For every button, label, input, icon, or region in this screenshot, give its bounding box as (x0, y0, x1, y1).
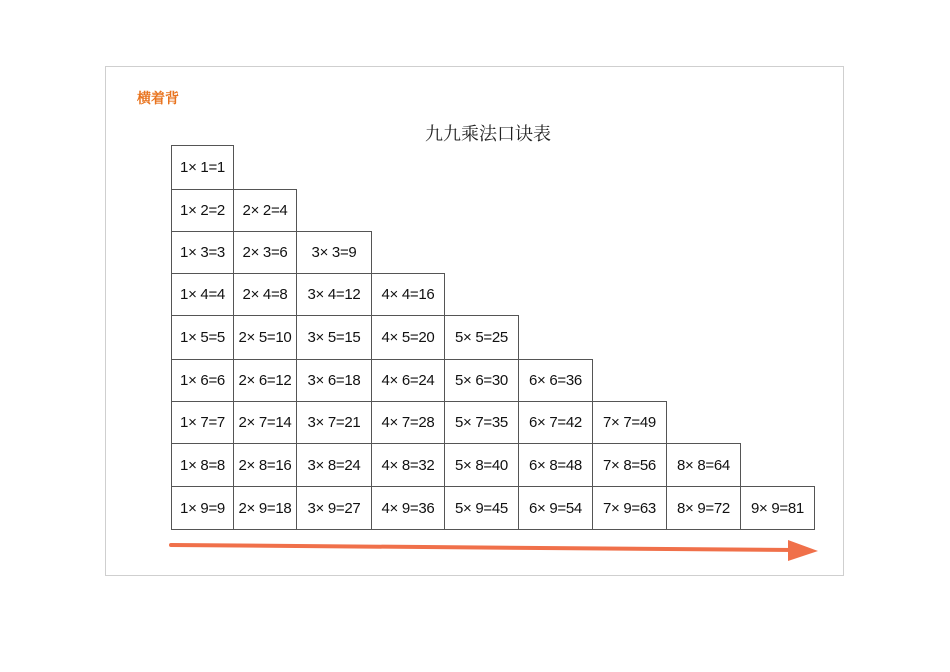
table-cell: 1× 8=8 (171, 443, 234, 487)
table-cell: 2× 4=8 (233, 273, 297, 316)
section-tag: 横着背 (137, 91, 179, 107)
table-cell: 1× 1=1 (171, 145, 234, 190)
table-cell: 3× 4=12 (296, 273, 372, 316)
table-cell: 6× 6=36 (518, 359, 593, 402)
table-cell: 1× 3=3 (171, 231, 234, 274)
table-cell: 5× 8=40 (444, 443, 519, 487)
table-cell: 1× 7=7 (171, 401, 234, 444)
table-cell: 5× 6=30 (444, 359, 519, 402)
table-cell: 2× 5=10 (233, 315, 297, 360)
table-cell: 7× 7=49 (592, 401, 667, 444)
table-cell: 8× 8=64 (666, 443, 741, 487)
table-cell: 2× 2=4 (233, 189, 297, 232)
table-cell: 5× 9=45 (444, 486, 519, 530)
arrow-line (171, 545, 795, 550)
table-cell: 6× 8=48 (518, 443, 593, 487)
table-cell: 2× 3=6 (233, 231, 297, 274)
table-cell: 3× 7=21 (296, 401, 372, 444)
table-cell: 2× 6=12 (233, 359, 297, 402)
table-cell: 4× 6=24 (371, 359, 445, 402)
table-cell: 9× 9=81 (740, 486, 815, 530)
table-cell: 1× 4=4 (171, 273, 234, 316)
table-cell: 3× 3=9 (296, 231, 372, 274)
table-cell: 6× 9=54 (518, 486, 593, 530)
table-cell: 4× 9=36 (371, 486, 445, 530)
table-cell: 4× 5=20 (371, 315, 445, 360)
arrow-head (788, 540, 818, 561)
table-cell: 5× 5=25 (444, 315, 519, 360)
table-cell: 4× 7=28 (371, 401, 445, 444)
table-cell: 3× 8=24 (296, 443, 372, 487)
table-cell: 6× 7=42 (518, 401, 593, 444)
table-cell: 1× 9=9 (171, 486, 234, 530)
table-cell: 7× 8=56 (592, 443, 667, 487)
table-cell: 8× 9=72 (666, 486, 741, 530)
table-cell: 4× 8=32 (371, 443, 445, 487)
table-cell: 1× 2=2 (171, 189, 234, 232)
page-title: 九九乘法口诀表 (425, 124, 551, 145)
table-cell: 2× 8=16 (233, 443, 297, 487)
table-cell: 1× 5=5 (171, 315, 234, 360)
table-cell: 4× 4=16 (371, 273, 445, 316)
table-cell: 3× 9=27 (296, 486, 372, 530)
table-cell: 2× 7=14 (233, 401, 297, 444)
table-cell: 2× 9=18 (233, 486, 297, 530)
table-cell: 3× 6=18 (296, 359, 372, 402)
table-cell: 1× 6=6 (171, 359, 234, 402)
table-cell: 3× 5=15 (296, 315, 372, 360)
table-cell: 7× 9=63 (592, 486, 667, 530)
table-cell: 5× 7=35 (444, 401, 519, 444)
